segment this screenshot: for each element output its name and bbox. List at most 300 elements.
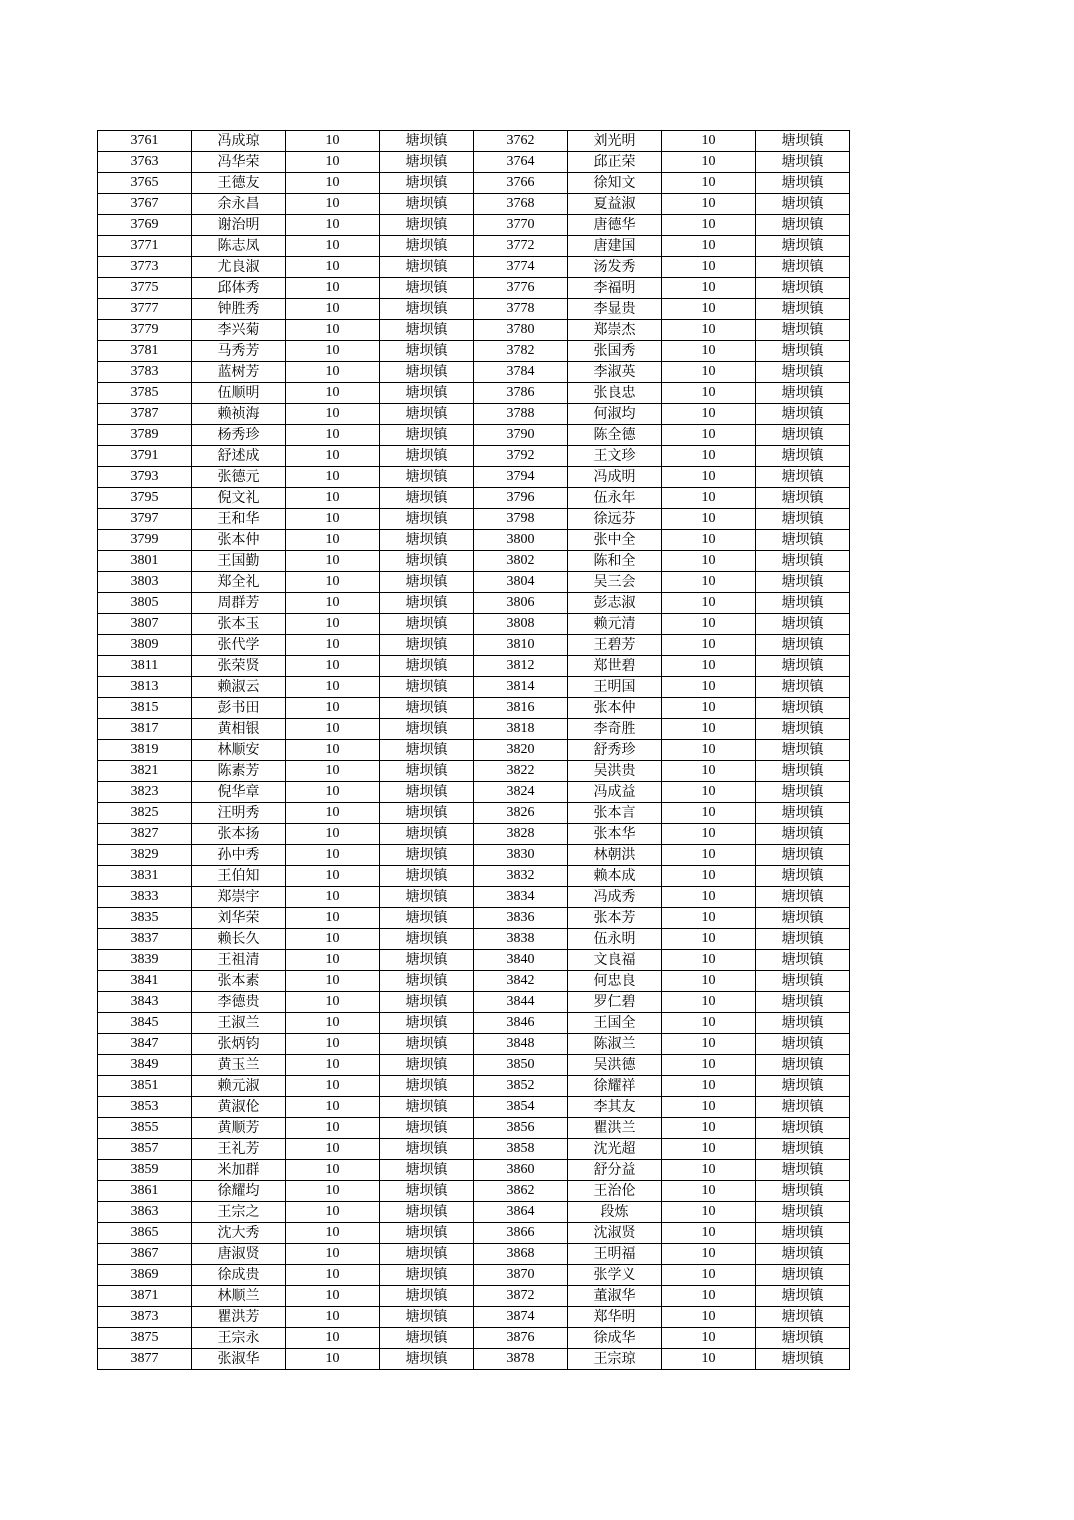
amount-cell: 10 xyxy=(662,425,756,446)
name-cell: 伍永明 xyxy=(568,929,662,950)
record-number-cell: 3778 xyxy=(474,299,568,320)
name-cell: 王伯知 xyxy=(192,866,286,887)
record-number-cell: 3869 xyxy=(98,1265,192,1286)
table-row xyxy=(98,719,850,740)
town-cell: 塘坝镇 xyxy=(380,551,474,572)
name-cell: 张代学 xyxy=(192,635,286,656)
name-cell: 张淑华 xyxy=(192,1349,286,1370)
amount-cell: 10 xyxy=(662,173,756,194)
amount-cell: 10 xyxy=(286,488,380,509)
amount-cell: 10 xyxy=(286,1034,380,1055)
town-cell: 塘坝镇 xyxy=(380,719,474,740)
amount-cell: 10 xyxy=(286,383,380,404)
town-cell: 塘坝镇 xyxy=(380,1139,474,1160)
amount-cell: 10 xyxy=(662,257,756,278)
town-cell: 塘坝镇 xyxy=(380,1244,474,1265)
record-number-cell: 3787 xyxy=(98,404,192,425)
town-cell: 塘坝镇 xyxy=(380,1307,474,1328)
amount-cell: 10 xyxy=(662,551,756,572)
record-number-cell: 3789 xyxy=(98,425,192,446)
record-number-cell: 3835 xyxy=(98,908,192,929)
town-cell: 塘坝镇 xyxy=(380,1349,474,1370)
amount-cell: 10 xyxy=(286,1097,380,1118)
amount-cell: 10 xyxy=(662,215,756,236)
town-cell: 塘坝镇 xyxy=(756,1076,850,1097)
table-row xyxy=(98,992,850,1013)
amount-cell: 10 xyxy=(286,740,380,761)
name-cell: 夏益淑 xyxy=(568,194,662,215)
amount-cell: 10 xyxy=(662,719,756,740)
town-cell: 塘坝镇 xyxy=(380,488,474,509)
record-number-cell: 3834 xyxy=(474,887,568,908)
amount-cell: 10 xyxy=(286,824,380,845)
amount-cell: 10 xyxy=(662,1034,756,1055)
town-cell: 塘坝镇 xyxy=(756,404,850,425)
amount-cell: 10 xyxy=(662,1139,756,1160)
name-cell: 伍顺明 xyxy=(192,383,286,404)
name-cell: 黄相银 xyxy=(192,719,286,740)
record-number-cell: 3782 xyxy=(474,341,568,362)
name-cell: 徐远芬 xyxy=(568,509,662,530)
amount-cell: 10 xyxy=(662,971,756,992)
amount-cell: 10 xyxy=(286,992,380,1013)
record-number-cell: 3786 xyxy=(474,383,568,404)
name-cell: 唐德华 xyxy=(568,215,662,236)
amount-cell: 10 xyxy=(286,551,380,572)
amount-cell: 10 xyxy=(286,719,380,740)
amount-cell: 10 xyxy=(662,782,756,803)
table-row xyxy=(98,509,850,530)
town-cell: 塘坝镇 xyxy=(756,446,850,467)
name-cell: 董淑华 xyxy=(568,1286,662,1307)
town-cell: 塘坝镇 xyxy=(756,572,850,593)
town-cell: 塘坝镇 xyxy=(380,1118,474,1139)
town-cell: 塘坝镇 xyxy=(756,887,850,908)
amount-cell: 10 xyxy=(662,1160,756,1181)
town-cell: 塘坝镇 xyxy=(756,341,850,362)
record-number-cell: 3814 xyxy=(474,677,568,698)
amount-cell: 10 xyxy=(662,131,756,152)
name-cell: 张本芳 xyxy=(568,908,662,929)
name-cell: 李兴菊 xyxy=(192,320,286,341)
record-number-cell: 3823 xyxy=(98,782,192,803)
record-number-cell: 3852 xyxy=(474,1076,568,1097)
amount-cell: 10 xyxy=(662,509,756,530)
amount-cell: 10 xyxy=(662,1349,756,1370)
town-cell: 塘坝镇 xyxy=(756,740,850,761)
town-cell: 塘坝镇 xyxy=(380,740,474,761)
name-cell: 王明国 xyxy=(568,677,662,698)
amount-cell: 10 xyxy=(662,866,756,887)
record-number-cell: 3874 xyxy=(474,1307,568,1328)
amount-cell: 10 xyxy=(662,1265,756,1286)
table-row xyxy=(98,278,850,299)
town-cell: 塘坝镇 xyxy=(756,992,850,1013)
record-number-cell: 3762 xyxy=(474,131,568,152)
amount-cell: 10 xyxy=(286,509,380,530)
record-number-cell: 3859 xyxy=(98,1160,192,1181)
amount-cell: 10 xyxy=(286,1013,380,1034)
name-cell: 李其友 xyxy=(568,1097,662,1118)
record-number-cell: 3844 xyxy=(474,992,568,1013)
record-number-cell: 3808 xyxy=(474,614,568,635)
name-cell: 赖元清 xyxy=(568,614,662,635)
town-cell: 塘坝镇 xyxy=(380,404,474,425)
roster-table xyxy=(97,130,850,1370)
record-number-cell: 3836 xyxy=(474,908,568,929)
name-cell: 彭志淑 xyxy=(568,593,662,614)
name-cell: 邱体秀 xyxy=(192,278,286,299)
table-row xyxy=(98,1076,850,1097)
town-cell: 塘坝镇 xyxy=(380,698,474,719)
record-number-cell: 3833 xyxy=(98,887,192,908)
record-number-cell: 3802 xyxy=(474,551,568,572)
record-number-cell: 3779 xyxy=(98,320,192,341)
name-cell: 邱正荣 xyxy=(568,152,662,173)
name-cell: 赖祯海 xyxy=(192,404,286,425)
table-row xyxy=(98,740,850,761)
town-cell: 塘坝镇 xyxy=(756,614,850,635)
name-cell: 尤良淑 xyxy=(192,257,286,278)
town-cell: 塘坝镇 xyxy=(380,761,474,782)
record-number-cell: 3854 xyxy=(474,1097,568,1118)
town-cell: 塘坝镇 xyxy=(380,782,474,803)
record-number-cell: 3837 xyxy=(98,929,192,950)
amount-cell: 10 xyxy=(662,761,756,782)
record-number-cell: 3818 xyxy=(474,719,568,740)
amount-cell: 10 xyxy=(662,908,756,929)
name-cell: 吴洪德 xyxy=(568,1055,662,1076)
name-cell: 张国秀 xyxy=(568,341,662,362)
amount-cell: 10 xyxy=(662,992,756,1013)
record-number-cell: 3838 xyxy=(474,929,568,950)
amount-cell: 10 xyxy=(286,215,380,236)
town-cell: 塘坝镇 xyxy=(756,299,850,320)
amount-cell: 10 xyxy=(286,677,380,698)
record-number-cell: 3862 xyxy=(474,1181,568,1202)
town-cell: 塘坝镇 xyxy=(380,215,474,236)
town-cell: 塘坝镇 xyxy=(756,1286,850,1307)
amount-cell: 10 xyxy=(286,1076,380,1097)
record-number-cell: 3766 xyxy=(474,173,568,194)
name-cell: 蓝树芳 xyxy=(192,362,286,383)
amount-cell: 10 xyxy=(662,341,756,362)
amount-cell: 10 xyxy=(286,572,380,593)
town-cell: 塘坝镇 xyxy=(756,1328,850,1349)
name-cell: 王明福 xyxy=(568,1244,662,1265)
amount-cell: 10 xyxy=(662,320,756,341)
name-cell: 郑世碧 xyxy=(568,656,662,677)
table-row xyxy=(98,1055,850,1076)
name-cell: 李淑英 xyxy=(568,362,662,383)
name-cell: 张荣贤 xyxy=(192,656,286,677)
town-cell: 塘坝镇 xyxy=(756,467,850,488)
town-cell: 塘坝镇 xyxy=(380,341,474,362)
amount-cell: 10 xyxy=(662,1118,756,1139)
name-cell: 王祖清 xyxy=(192,950,286,971)
record-number-cell: 3761 xyxy=(98,131,192,152)
record-number-cell: 3809 xyxy=(98,635,192,656)
amount-cell: 10 xyxy=(662,362,756,383)
town-cell: 塘坝镇 xyxy=(380,1181,474,1202)
table-row xyxy=(98,467,850,488)
town-cell: 塘坝镇 xyxy=(380,824,474,845)
table-row xyxy=(98,698,850,719)
town-cell: 塘坝镇 xyxy=(756,950,850,971)
name-cell: 舒秀珍 xyxy=(568,740,662,761)
record-number-cell: 3848 xyxy=(474,1034,568,1055)
town-cell: 塘坝镇 xyxy=(756,866,850,887)
table-row xyxy=(98,299,850,320)
record-number-cell: 3826 xyxy=(474,803,568,824)
name-cell: 吴洪贵 xyxy=(568,761,662,782)
amount-cell: 10 xyxy=(662,530,756,551)
table-row xyxy=(98,908,850,929)
record-number-cell: 3775 xyxy=(98,278,192,299)
table-row xyxy=(98,803,850,824)
table-row xyxy=(98,635,850,656)
town-cell: 塘坝镇 xyxy=(756,173,850,194)
table-row xyxy=(98,1265,850,1286)
town-cell: 塘坝镇 xyxy=(380,1013,474,1034)
amount-cell: 10 xyxy=(286,782,380,803)
town-cell: 塘坝镇 xyxy=(380,845,474,866)
table-row xyxy=(98,1160,850,1181)
amount-cell: 10 xyxy=(286,299,380,320)
amount-cell: 10 xyxy=(662,614,756,635)
amount-cell: 10 xyxy=(286,362,380,383)
amount-cell: 10 xyxy=(286,1055,380,1076)
town-cell: 塘坝镇 xyxy=(380,1076,474,1097)
record-number-cell: 3803 xyxy=(98,572,192,593)
town-cell: 塘坝镇 xyxy=(756,362,850,383)
amount-cell: 10 xyxy=(662,593,756,614)
town-cell: 塘坝镇 xyxy=(380,320,474,341)
town-cell: 塘坝镇 xyxy=(756,1097,850,1118)
record-number-cell: 3829 xyxy=(98,845,192,866)
name-cell: 舒述成 xyxy=(192,446,286,467)
record-number-cell: 3845 xyxy=(98,1013,192,1034)
record-number-cell: 3799 xyxy=(98,530,192,551)
name-cell: 赖元淑 xyxy=(192,1076,286,1097)
name-cell: 罗仁碧 xyxy=(568,992,662,1013)
amount-cell: 10 xyxy=(662,950,756,971)
name-cell: 郑华明 xyxy=(568,1307,662,1328)
name-cell: 陈志凤 xyxy=(192,236,286,257)
table-row xyxy=(98,1097,850,1118)
town-cell: 塘坝镇 xyxy=(380,1223,474,1244)
record-number-cell: 3764 xyxy=(474,152,568,173)
record-number-cell: 3805 xyxy=(98,593,192,614)
record-number-cell: 3804 xyxy=(474,572,568,593)
table-row xyxy=(98,551,850,572)
name-cell: 李奇胜 xyxy=(568,719,662,740)
amount-cell: 10 xyxy=(662,446,756,467)
town-cell: 塘坝镇 xyxy=(756,593,850,614)
record-number-cell: 3876 xyxy=(474,1328,568,1349)
town-cell: 塘坝镇 xyxy=(380,908,474,929)
town-cell: 塘坝镇 xyxy=(756,488,850,509)
table-row xyxy=(98,1013,850,1034)
amount-cell: 10 xyxy=(286,593,380,614)
amount-cell: 10 xyxy=(286,656,380,677)
amount-cell: 10 xyxy=(286,341,380,362)
record-number-cell: 3843 xyxy=(98,992,192,1013)
record-number-cell: 3796 xyxy=(474,488,568,509)
town-cell: 塘坝镇 xyxy=(380,572,474,593)
record-number-cell: 3793 xyxy=(98,467,192,488)
name-cell: 段炼 xyxy=(568,1202,662,1223)
town-cell: 塘坝镇 xyxy=(380,1202,474,1223)
town-cell: 塘坝镇 xyxy=(756,1013,850,1034)
amount-cell: 10 xyxy=(286,530,380,551)
town-cell: 塘坝镇 xyxy=(380,446,474,467)
record-number-cell: 3831 xyxy=(98,866,192,887)
town-cell: 塘坝镇 xyxy=(380,635,474,656)
town-cell: 塘坝镇 xyxy=(380,1055,474,1076)
amount-cell: 10 xyxy=(662,572,756,593)
amount-cell: 10 xyxy=(286,1286,380,1307)
record-number-cell: 3800 xyxy=(474,530,568,551)
record-number-cell: 3822 xyxy=(474,761,568,782)
table-row xyxy=(98,971,850,992)
record-number-cell: 3827 xyxy=(98,824,192,845)
record-number-cell: 3865 xyxy=(98,1223,192,1244)
name-cell: 张本仲 xyxy=(192,530,286,551)
amount-cell: 10 xyxy=(662,845,756,866)
record-number-cell: 3806 xyxy=(474,593,568,614)
name-cell: 冯成益 xyxy=(568,782,662,803)
record-number-cell: 3781 xyxy=(98,341,192,362)
name-cell: 张本玉 xyxy=(192,614,286,635)
table-row xyxy=(98,761,850,782)
town-cell: 塘坝镇 xyxy=(756,1265,850,1286)
town-cell: 塘坝镇 xyxy=(756,509,850,530)
amount-cell: 10 xyxy=(662,1286,756,1307)
record-number-cell: 3820 xyxy=(474,740,568,761)
record-number-cell: 3792 xyxy=(474,446,568,467)
table-row xyxy=(98,320,850,341)
record-number-cell: 3784 xyxy=(474,362,568,383)
record-number-cell: 3810 xyxy=(474,635,568,656)
table-row xyxy=(98,593,850,614)
name-cell: 王德友 xyxy=(192,173,286,194)
record-number-cell: 3812 xyxy=(474,656,568,677)
town-cell: 塘坝镇 xyxy=(380,656,474,677)
name-cell: 林朝洪 xyxy=(568,845,662,866)
table-row xyxy=(98,530,850,551)
name-cell: 何淑均 xyxy=(568,404,662,425)
record-number-cell: 3878 xyxy=(474,1349,568,1370)
town-cell: 塘坝镇 xyxy=(380,803,474,824)
record-number-cell: 3815 xyxy=(98,698,192,719)
town-cell: 塘坝镇 xyxy=(756,1139,850,1160)
amount-cell: 10 xyxy=(286,152,380,173)
town-cell: 塘坝镇 xyxy=(380,887,474,908)
amount-cell: 10 xyxy=(662,383,756,404)
town-cell: 塘坝镇 xyxy=(380,299,474,320)
table-row xyxy=(98,236,850,257)
table-row xyxy=(98,824,850,845)
record-number-cell: 3788 xyxy=(474,404,568,425)
town-cell: 塘坝镇 xyxy=(380,467,474,488)
name-cell: 冯成琼 xyxy=(192,131,286,152)
amount-cell: 10 xyxy=(286,194,380,215)
record-number-cell: 3853 xyxy=(98,1097,192,1118)
name-cell: 张学义 xyxy=(568,1265,662,1286)
name-cell: 陈淑兰 xyxy=(568,1034,662,1055)
town-cell: 塘坝镇 xyxy=(756,1223,850,1244)
record-number-cell: 3861 xyxy=(98,1181,192,1202)
amount-cell: 10 xyxy=(662,404,756,425)
name-cell: 沈光超 xyxy=(568,1139,662,1160)
name-cell: 马秀芳 xyxy=(192,341,286,362)
town-cell: 塘坝镇 xyxy=(756,845,850,866)
record-number-cell: 3856 xyxy=(474,1118,568,1139)
table-row xyxy=(98,572,850,593)
town-cell: 塘坝镇 xyxy=(756,215,850,236)
name-cell: 周群芳 xyxy=(192,593,286,614)
record-number-cell: 3777 xyxy=(98,299,192,320)
amount-cell: 10 xyxy=(662,194,756,215)
record-number-cell: 3847 xyxy=(98,1034,192,1055)
roster-table-body xyxy=(98,131,850,1370)
name-cell: 张本扬 xyxy=(192,824,286,845)
name-cell: 李德贵 xyxy=(192,992,286,1013)
record-number-cell: 3783 xyxy=(98,362,192,383)
name-cell: 冯华荣 xyxy=(192,152,286,173)
record-number-cell: 3841 xyxy=(98,971,192,992)
amount-cell: 10 xyxy=(662,887,756,908)
table-row xyxy=(98,1034,850,1055)
amount-cell: 10 xyxy=(286,404,380,425)
table-row xyxy=(98,383,850,404)
name-cell: 彭书田 xyxy=(192,698,286,719)
record-number-cell: 3768 xyxy=(474,194,568,215)
name-cell: 王宗之 xyxy=(192,1202,286,1223)
table-row xyxy=(98,1307,850,1328)
table-row xyxy=(98,929,850,950)
record-number-cell: 3830 xyxy=(474,845,568,866)
name-cell: 张本言 xyxy=(568,803,662,824)
amount-cell: 10 xyxy=(662,152,756,173)
town-cell: 塘坝镇 xyxy=(756,236,850,257)
record-number-cell: 3763 xyxy=(98,152,192,173)
table-row xyxy=(98,152,850,173)
town-cell: 塘坝镇 xyxy=(756,782,850,803)
table-row xyxy=(98,215,850,236)
amount-cell: 10 xyxy=(286,320,380,341)
name-cell: 王国全 xyxy=(568,1013,662,1034)
name-cell: 米加群 xyxy=(192,1160,286,1181)
name-cell: 汤发秀 xyxy=(568,257,662,278)
name-cell: 吴三会 xyxy=(568,572,662,593)
name-cell: 林顺安 xyxy=(192,740,286,761)
record-number-cell: 3871 xyxy=(98,1286,192,1307)
record-number-cell: 3842 xyxy=(474,971,568,992)
name-cell: 倪华章 xyxy=(192,782,286,803)
name-cell: 徐知文 xyxy=(568,173,662,194)
name-cell: 张本素 xyxy=(192,971,286,992)
table-row xyxy=(98,194,850,215)
name-cell: 郑崇杰 xyxy=(568,320,662,341)
name-cell: 杨秀珍 xyxy=(192,425,286,446)
town-cell: 塘坝镇 xyxy=(380,383,474,404)
name-cell: 王礼芳 xyxy=(192,1139,286,1160)
town-cell: 塘坝镇 xyxy=(756,425,850,446)
name-cell: 伍永年 xyxy=(568,488,662,509)
amount-cell: 10 xyxy=(662,1181,756,1202)
